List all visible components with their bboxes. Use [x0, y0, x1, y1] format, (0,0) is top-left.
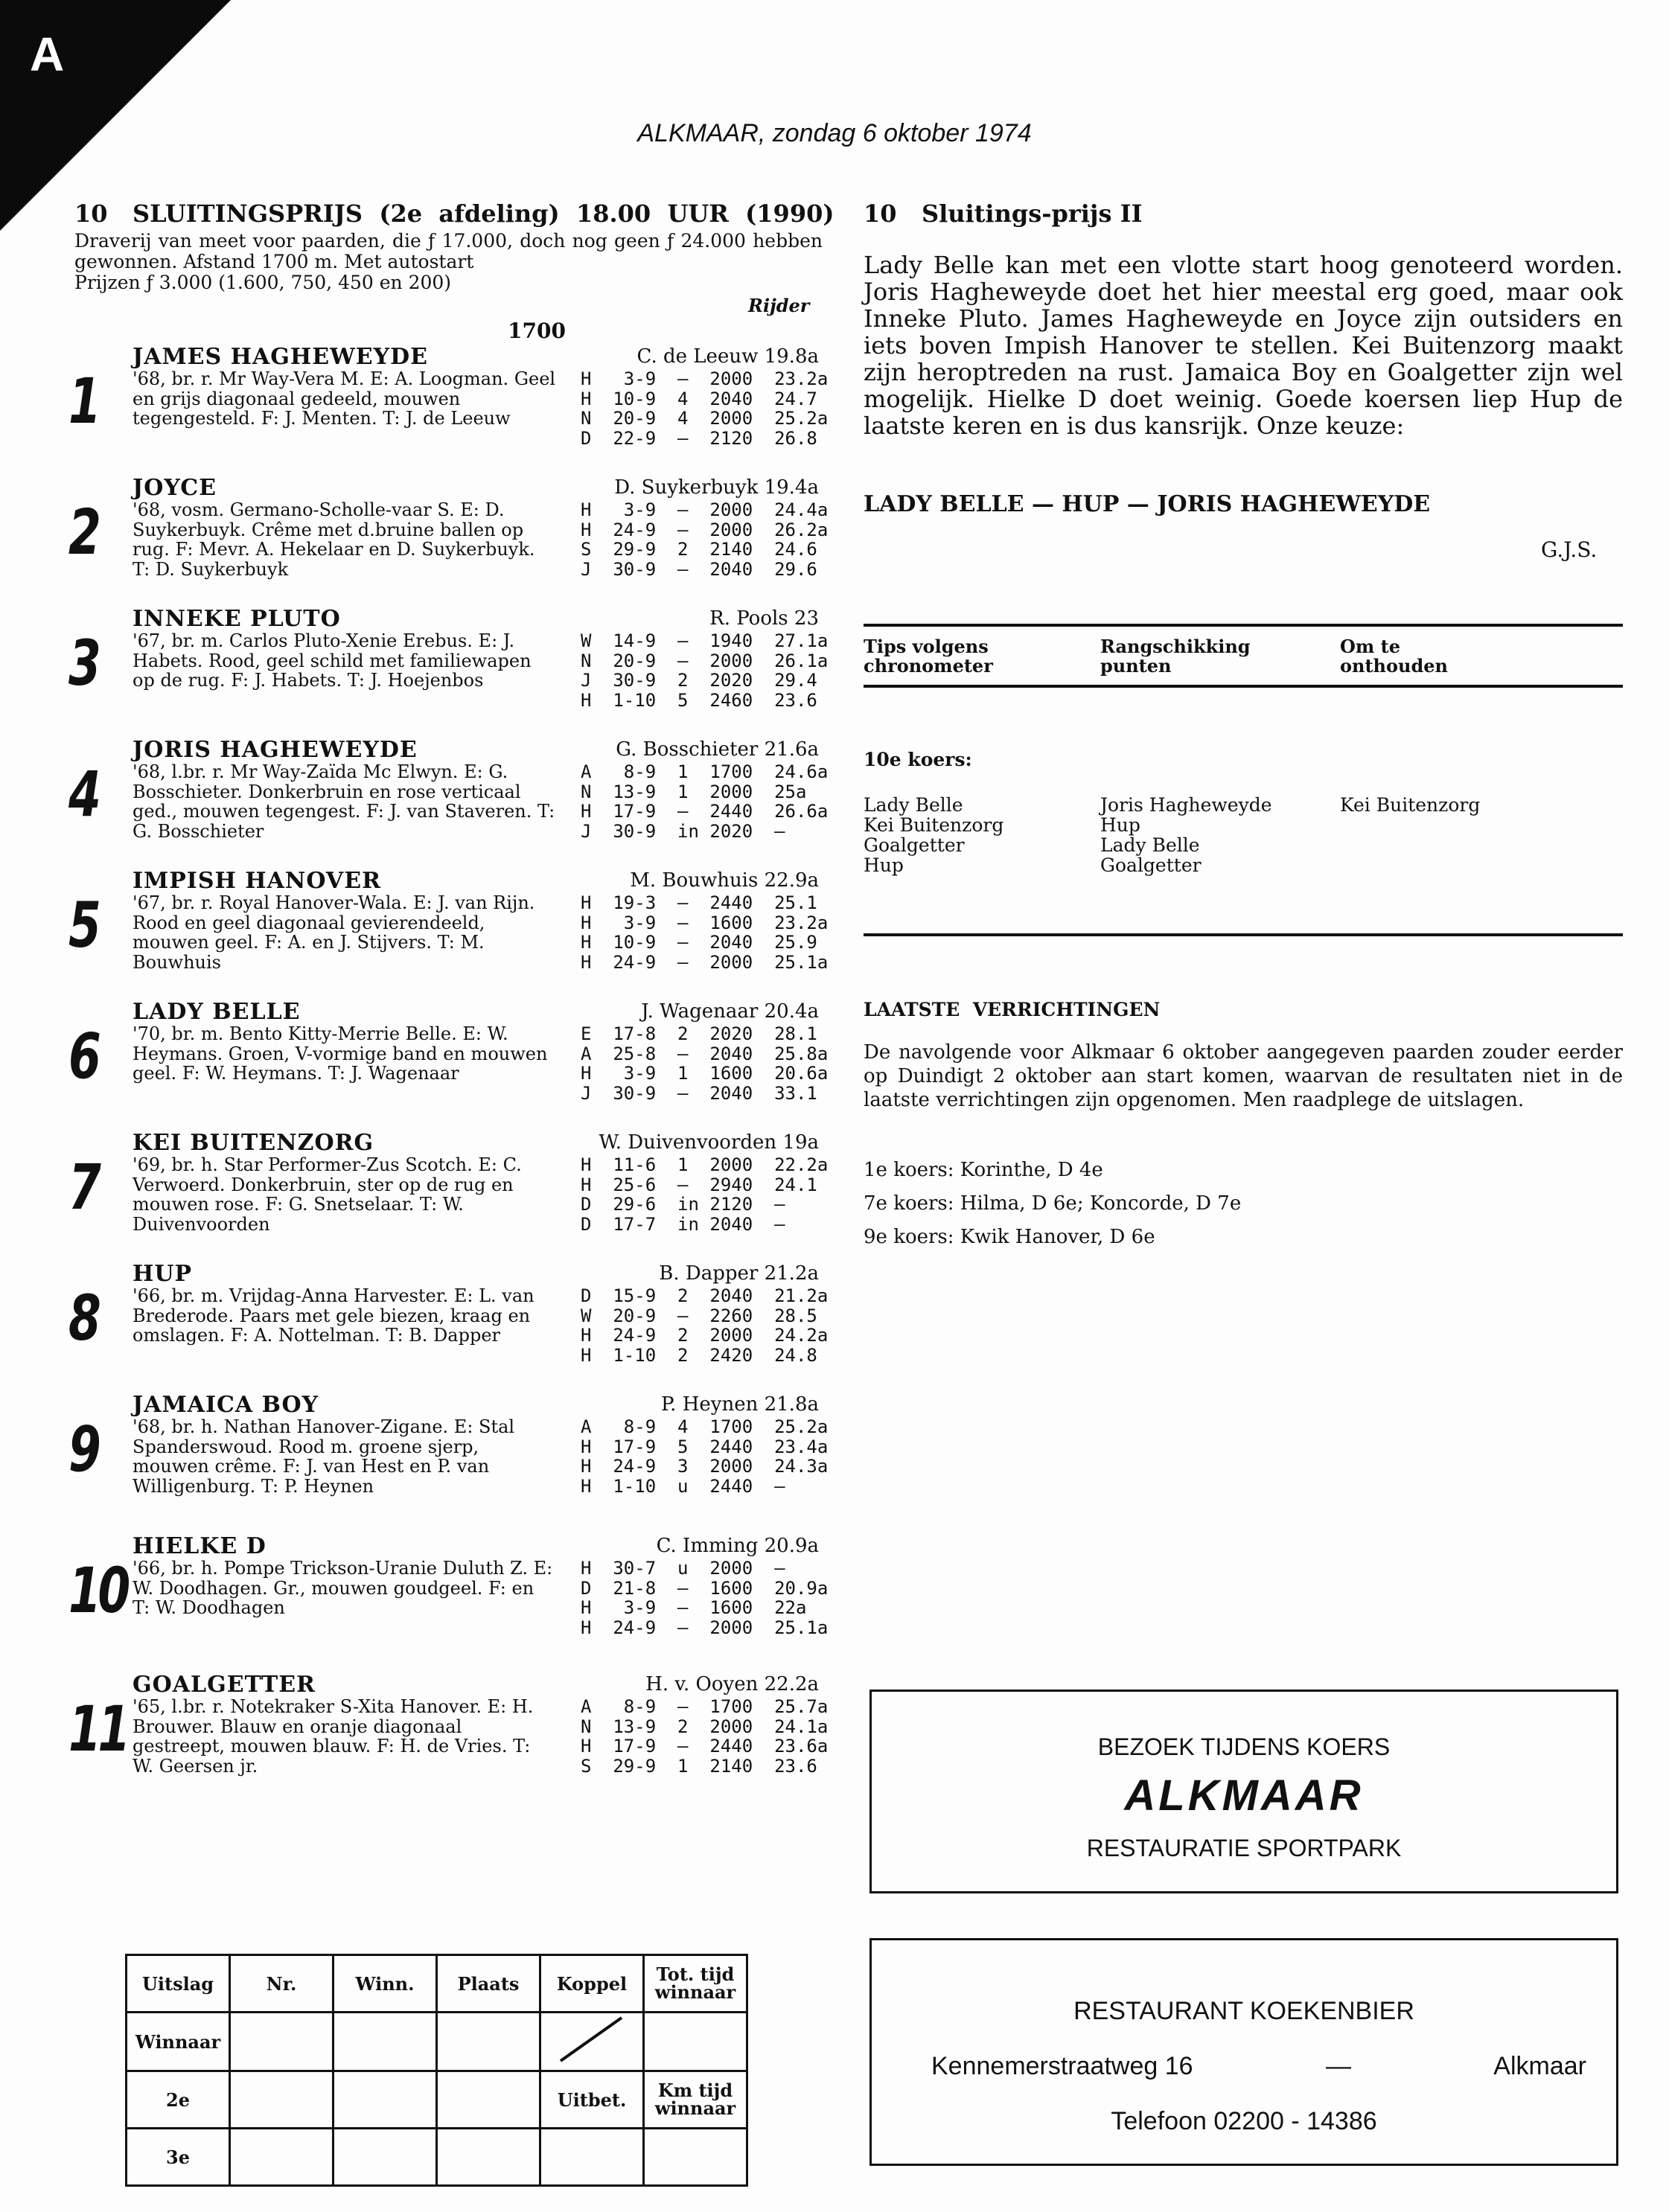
entry-number: 3	[68, 627, 98, 700]
entry-number: 9	[68, 1413, 98, 1486]
tips-header-2	[1100, 637, 1251, 676]
ad-koekenbier	[869, 1938, 1618, 2166]
table-cell[interactable]	[230, 2071, 334, 2129]
horse-name: IMPISH HANOVER	[133, 868, 382, 894]
horse-name: JOYCE	[133, 475, 217, 501]
tips-header-3	[1340, 637, 1448, 676]
tip-item: Goalgetter	[1100, 854, 1202, 876]
ad-street: Kennemerstraatweg 16	[931, 2052, 1193, 2080]
entry-number: 7	[68, 1151, 98, 1224]
distance-label: 1700	[508, 319, 566, 343]
horse-description: '65, l.br. r. Notekraker S-Xita Hanover. E: H. Brouwer. Blauw en oranje diagonaal gestreept, mouwen blauw. F: H. de Vries. T: W. Geersen jr.	[133, 1696, 534, 1777]
race-header: 10 SLUITINGSPRIJS (2e afdeling) 18.00 UUR (1990)	[74, 199, 834, 228]
tips-col-2	[1100, 795, 1272, 875]
recent-line: 7e koers: Hilma, D 6e; Koncorde, D 7e	[864, 1192, 1242, 1215]
recent-results: E 17-8 2 2020 28.1 A 25-8 — 2040 25.8a H 3-9 1 1600 20.6a J 30-9 — 2040 33.1	[581, 1023, 829, 1104]
table-cell[interactable]	[334, 2129, 437, 2186]
recent-text: De navolgende voor Alkmaar 6 oktober aangegeven paarden zouder eerder op Duindigt 2 oktober aan start komen, waarvan de resultaten niet in de laatste verrichtingen zijn opgenomen. Men raadplege de uitslagen.	[864, 1041, 1623, 1111]
entry-number: 2	[68, 496, 98, 569]
header-line: Rangschikking	[1100, 636, 1251, 657]
horse-description: '67, br. r. Royal Hanover-Wala. E: J. van Rijn. Rood en geel diagonaal gevierendeeld, mouwen geel. F: A. en J. Stijvers. T: M. Bouwhuis	[133, 892, 535, 973]
table-cell[interactable]	[644, 2013, 747, 2071]
recent-results: D 15-9 2 2040 21.2a W 20-9 — 2260 28.5 H 24-9 2 2000 24.2a H 1-10 2 2420 24.8	[581, 1285, 829, 1366]
horse-name: JAMAICA BOY	[133, 1392, 319, 1418]
ad-phone: Telefoon 02200 - 14386	[1111, 2107, 1377, 2135]
tip-item: Lady Belle	[1100, 834, 1200, 856]
entry-number: 1	[68, 365, 98, 438]
table-cell[interactable]	[540, 2129, 644, 2186]
recent-line: 9e koers: Kwik Hanover, D 6e	[864, 1226, 1155, 1248]
recent-results: H 3-9 — 2000 24.4a H 24-9 — 2000 26.2a S 29-9 2 2140 24.6 J 30-9 — 2040 29.6	[581, 499, 829, 580]
horse-description: '66, br. h. Pompe Trickson-Uranie Duluth Z. E: W. Doodhagen. Gr., mouwen goudgeel. F: en T: W. Doodhagen	[133, 1558, 553, 1618]
table-header: Nr.	[230, 1955, 334, 2013]
entry-number: 11	[68, 1692, 127, 1765]
row-label: 2e	[127, 2071, 230, 2129]
horse-description: '66, br. m. Vrijdag-Anna Harvester. E: L. van Brederode. Paars met gele biezen, kraag en omslagen. F: A. Nottelman. T: B. Dapper	[133, 1285, 534, 1346]
tip-item: Kei Buitenzorg	[1340, 794, 1481, 816]
rider: M. Bouwhuis 22.9a	[630, 869, 819, 892]
section-letter: A	[30, 28, 65, 81]
tip-item: Hup	[864, 854, 904, 876]
row-label: 3e	[127, 2129, 230, 2186]
race-label: 10e koers:	[864, 749, 972, 770]
km-tijd-label: Km tijd winnaar	[644, 2071, 747, 2129]
horse-description: '69, br. h. Star Performer-Zus Scotch. E: C. Verwoerd. Donkerbruin, ster op de rug en mouwen rose. F: G. Snetselaar. T: W. Duivenvoorden	[133, 1154, 522, 1235]
horse-name: LADY BELLE	[133, 999, 301, 1025]
horse-name: JAMES HAGHEWEYDE	[133, 344, 428, 370]
horse-name: GOALGETTER	[133, 1672, 316, 1698]
tip-item: Lady Belle	[864, 794, 963, 816]
recent-results: H 30-7 u 2000 — D 21-8 — 1600 20.9a H 3-9 — 1600 22a H 24-9 — 2000 25.1a	[581, 1558, 829, 1638]
signature: G.J.S.	[1541, 537, 1598, 562]
entry-number: 6	[68, 1020, 98, 1093]
header-line: chronometer	[864, 655, 993, 677]
our-choice: LADY BELLE — HUP — JORIS HAGHEWEYDE	[864, 491, 1431, 517]
horse-name: JORIS HAGHEWEYDE	[133, 737, 418, 763]
tip-item: Joris Hagheweyde	[1100, 794, 1272, 816]
uitbet-label: Uitbet.	[540, 2071, 644, 2129]
table-header: Winn.	[334, 1955, 437, 2013]
divider	[864, 624, 1623, 627]
dateline: ALKMAAR, zondag 6 oktober 1974	[637, 119, 1032, 147]
tip-item: Kei Buitenzorg	[864, 814, 1004, 836]
entry-number: 5	[68, 889, 98, 962]
recent-results: A 8-9 1 1700 24.6a N 13-9 1 2000 25a H 17-9 — 2440 26.6a J 30-9 in 2020 —	[581, 761, 829, 842]
row-label: Winnaar	[127, 2013, 230, 2071]
recent-results: H 3-9 — 2000 23.2a H 10-9 4 2040 24.7 N 20-9 4 2000 25.2a D 22-9 — 2120 26.8	[581, 368, 829, 449]
horse-description: '67, br. m. Carlos Pluto-Xenie Erebus. E: J. Habets. Rood, geel schild met familiewapen op de rug. F: J. Habets. T: J. Hoejenbos	[133, 630, 532, 691]
divider	[864, 933, 1623, 936]
recent-results: W 14-9 — 1940 27.1a N 20-9 — 2000 26.1a J 30-9 2 2020 29.4 H 1-10 5 2460 23.6	[581, 630, 829, 711]
table-header: Tot. tijd winnaar	[644, 1955, 747, 2013]
horse-description: '68, vosm. Germano-Scholle-vaar S. E: D. Suykerbuyk. Crême met d.bruine ballen op rug. F: Mevr. A. Hekelaar en D. Suykerbuyk. T: D. Suykerbuyk	[133, 499, 535, 580]
slash-cell	[540, 2013, 644, 2071]
header-line: Tips volgens	[864, 636, 989, 657]
result-table	[125, 1954, 748, 2187]
table-header: Plaats	[437, 1955, 540, 2013]
commentary-heading: 10 Sluitings-prijs II	[864, 199, 1143, 228]
rider: R. Pools 23	[709, 607, 819, 630]
recent-line: 1e koers: Korinthe, D 4e	[864, 1159, 1103, 1181]
rider: J. Wagenaar 20.4a	[641, 1000, 819, 1023]
rider: C. de Leeuw 19.8a	[636, 345, 819, 368]
table-cell[interactable]	[334, 2071, 437, 2129]
table-header: Uitslag	[127, 1955, 230, 2013]
header-line: punten	[1100, 655, 1172, 677]
race-prizes: Prijzen ƒ 3.000 (1.600, 750, 450 en 200)	[74, 272, 452, 293]
table-cell[interactable]	[334, 2013, 437, 2071]
horse-description: '68, br. h. Nathan Hanover-Zigane. E: Stal Spanderswoud. Rood m. groene sjerp, mouwen crême. F: J. van Hest en P. van Willigenburg. T: P. Heynen	[133, 1416, 515, 1497]
ad-city: Alkmaar	[1493, 2052, 1586, 2080]
table-cell[interactable]	[437, 2071, 540, 2129]
rider: G. Bosschieter 21.6a	[616, 738, 819, 761]
ad-line: RESTAURATIE SPORTPARK	[1086, 1835, 1402, 1861]
recent-results: H 19-3 — 2440 25.1 H 3-9 — 1600 23.2a H 10-9 — 2040 25.9 H 24-9 — 2000 25.1a	[581, 892, 829, 973]
tip-item: Goalgetter	[864, 834, 965, 856]
rider: W. Duivenvoorden 19a	[599, 1131, 819, 1154]
rider: H. v. Ooyen 22.2a	[645, 1673, 819, 1695]
race-conditions: Draverij van meet voor paarden, die ƒ 17.000, doch nog geen ƒ 24.000 hebben gewonnen. Afstand 1700 m. Met autostart	[74, 230, 823, 272]
recent-results: A 8-9 4 1700 25.2a H 17-9 5 2440 23.4a H 24-9 3 2000 24.3a H 1-10 u 2440 —	[581, 1416, 829, 1497]
rider: C. Imming 20.9a	[656, 1535, 819, 1557]
recent-lines	[864, 1154, 1241, 1254]
horse-description: '68, br. r. Mr Way-Vera M. E: A. Loogman. Geel en grijs diagonaal gedeeld, mouwen tegengesteld. F: J. Menten. T: J. de Leeuw	[133, 368, 556, 429]
ad-title: ALKMAAR	[1124, 1771, 1364, 1820]
horse-description: '68, l.br. r. Mr Way-Zaïda Mc Elwyn. E: G. Bosschieter. Donkerbruin en rose verticaal ged., mouwen tegengest. F: J. van Staveren. T: G. Bosschieter	[133, 761, 555, 842]
horse-name: HUP	[133, 1261, 193, 1287]
table-cell[interactable]	[644, 2129, 747, 2186]
tips-col-1	[864, 795, 1003, 875]
entry-number: 8	[68, 1282, 98, 1355]
recent-heading: LAATSTE VERRICHTINGEN	[864, 999, 1161, 1020]
divider	[864, 685, 1623, 688]
table-cell[interactable]	[230, 2129, 334, 2186]
rider: D. Suykerbuyk 19.4a	[614, 476, 819, 499]
table-cell[interactable]	[437, 2129, 540, 2186]
rider: B. Dapper 21.2a	[659, 1262, 819, 1285]
horse-name: KEI BUITENZORG	[133, 1130, 374, 1156]
tips-header-1	[864, 637, 993, 676]
entry-number: 4	[68, 758, 98, 831]
recent-results: A 8-9 — 1700 25.7a N 13-9 2 2000 24.1a H 17-9 — 2440 23.6a S 29-9 1 2140 23.6	[581, 1696, 829, 1777]
tips-col-3	[1340, 795, 1480, 815]
horse-name: HIELKE D	[133, 1533, 267, 1559]
ad-dash: —	[1326, 2052, 1351, 2080]
ad-sportpark	[869, 1690, 1618, 1893]
header-line: Om te	[1340, 636, 1401, 657]
ad-line: RESTAURANT KOEKENBIER	[1073, 1997, 1414, 2025]
recent-results: H 11-6 1 2000 22.2a H 25-6 — 2940 24.1 D 29-6 in 2120 — D 17-7 in 2040 —	[581, 1154, 829, 1235]
table-header: Koppel	[540, 1955, 644, 2013]
table-cell[interactable]	[230, 2013, 334, 2071]
horse-name: INNEKE PLUTO	[133, 606, 341, 632]
tip-item: Hup	[1100, 814, 1140, 836]
commentary-text: Lady Belle kan met een vlotte start hoog genoteerd worden. Joris Hagheweyde doet het hier meestal erg goed, maar ook Inneke Pluto. James Hagheweyde en Joyce zijn outsiders en iets boven Impish Hanover te stellen. Kei Buitenzorg maakt zijn heroptreden na rust. Jamaica Boy en Goalgetter zijn wel mogelijk. Hielke D doet weinig. Goede koersen liep Hup de laatste keren en is dus kansrijk. Onze keuze:	[864, 251, 1623, 440]
diagonal-slash	[547, 2013, 636, 2065]
entry-number: 10	[68, 1554, 127, 1627]
rider-label: Rijder	[748, 295, 810, 316]
ad-line: BEZOEK TIJDENS KOERS	[1097, 1733, 1391, 1760]
table-cell[interactable]	[437, 2013, 540, 2071]
header-line: onthouden	[1340, 655, 1448, 677]
rider: P. Heynen 21.8a	[660, 1393, 819, 1416]
horse-description: '70, br. m. Bento Kitty-Merrie Belle. E: W. Heymans. Groen, V-vormige band en mouwen geel. F: W. Heymans. T: J. Wagenaar	[133, 1023, 548, 1084]
